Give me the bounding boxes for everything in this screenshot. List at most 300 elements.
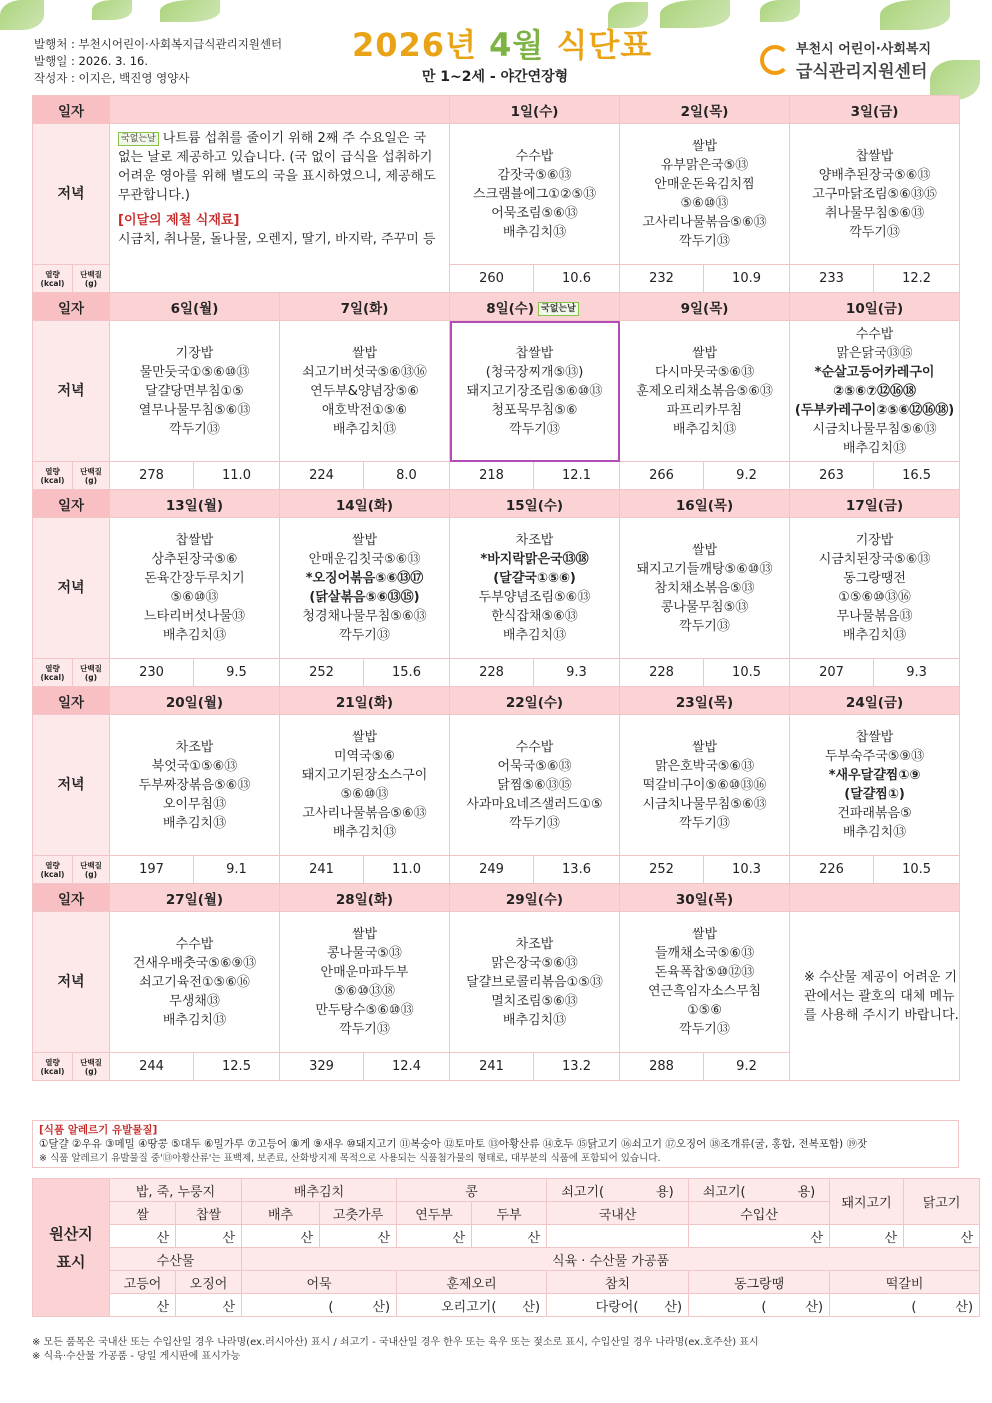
menu-item: 애호박전①⑤⑥ xyxy=(321,402,408,418)
origin-value[interactable]: 산 xyxy=(397,1225,472,1248)
menu-item: 떡갈비구이⑤⑥⑩⑬⑯ xyxy=(642,777,767,793)
menu-item: 두부짜장볶음⑤⑥⑬ xyxy=(138,777,251,793)
protein-value: 9.2 xyxy=(704,1053,790,1081)
meal-row xyxy=(33,912,960,1053)
menu-item: 열무나물무침⑤⑥⑬ xyxy=(138,402,251,418)
origin-patty: 떡갈비 xyxy=(830,1271,980,1294)
day-date-text: 20일(월) xyxy=(165,694,224,711)
kcal-value: 197 xyxy=(110,856,194,884)
menu-item: 쌀밥 xyxy=(691,345,718,361)
origin-value[interactable]: 산 xyxy=(176,1294,242,1317)
protein-value: 11.0 xyxy=(194,462,280,490)
day-date xyxy=(790,293,960,321)
menu-item: 배추김치⑬ xyxy=(672,421,737,437)
menu-item: 돈육폭찹⑤⑩⑫⑬ xyxy=(654,965,755,980)
leaf-decoration xyxy=(930,60,980,100)
protein-value: 15.6 xyxy=(364,659,450,687)
protein-value: 12.5 xyxy=(194,1053,280,1081)
origin-value[interactable]: 산 xyxy=(110,1294,176,1317)
menu-item: 찹쌀밥 xyxy=(855,148,894,164)
no-soup-badge: 국없는날 xyxy=(538,302,579,316)
menu-item: ①⑤⑥⑩⑬⑯ xyxy=(838,590,911,605)
origin-cabbage: 배추 xyxy=(242,1202,320,1225)
kcal-value: 232 xyxy=(620,265,704,293)
origin-imported: 수입산 xyxy=(689,1202,830,1225)
no-soup-badge: 국없는날 xyxy=(118,132,159,146)
menu-item: 깍두기⑬ xyxy=(339,628,390,643)
menu-item: 시금치된장국⑤⑥⑬ xyxy=(818,552,931,567)
menu-item: 깍두기⑬ xyxy=(169,421,220,437)
menu-item: 양배추된장국⑤⑥⑬ xyxy=(818,167,931,183)
footer-notes xyxy=(32,1336,759,1364)
day-date xyxy=(790,884,960,912)
menu-item: 닭찜⑤⑥⑬⑮ xyxy=(497,777,572,793)
day-date-text: 17일(금) xyxy=(845,497,904,514)
menu-item: *순살고등어카레구이 xyxy=(814,364,935,380)
day-date-text: 23일(목) xyxy=(675,694,734,711)
meal-row xyxy=(33,321,960,462)
date-header-row xyxy=(33,687,960,715)
protein-value: 9.2 xyxy=(704,462,790,490)
origin-soft-tofu: 연두부 xyxy=(397,1202,472,1225)
day-menu xyxy=(620,124,790,265)
protein-label: 단백질 (g) xyxy=(73,462,110,490)
kcal-value: 241 xyxy=(280,856,364,884)
menu-item: 배추김치⑬ xyxy=(162,1012,227,1028)
leaf-decoration xyxy=(880,0,950,30)
menu-item: 청경채나물무침⑤⑥⑬ xyxy=(302,609,427,624)
menu-item: 어묵조림⑤⑥⑬ xyxy=(491,205,578,221)
menu-item: 쇠고기육전①⑤⑥⑯ xyxy=(139,974,250,990)
title-month: 4월 xyxy=(489,26,545,64)
protein-value: 13.6 xyxy=(534,856,620,884)
menu-item: 수수밥 xyxy=(515,739,554,755)
menu-item: 배추김치⑬ xyxy=(842,628,907,643)
origin-rice: 쌀 xyxy=(110,1202,176,1225)
day-date-text: 10일(금) xyxy=(845,300,904,317)
kcal-value: 207 xyxy=(790,659,874,687)
menu-item: 돼지고기된장소스구이 xyxy=(301,768,428,783)
menu-item: 훈제오리채소볶음⑤⑥⑬ xyxy=(636,383,773,399)
day-date xyxy=(620,687,790,715)
origin-tofu: 두부 xyxy=(472,1202,547,1225)
menu-item: 안매운마파두부 xyxy=(320,965,409,980)
footer-line2: ※ 식육·수산물 가공품 - 당일 게시판에 표시가능 xyxy=(32,1351,241,1362)
menu-item: 참치채소볶음⑤⑬ xyxy=(654,580,755,596)
day-date xyxy=(280,687,450,715)
leaf-decoration xyxy=(760,0,800,22)
kcal-value: 252 xyxy=(280,659,364,687)
kcal-value: 288 xyxy=(620,1053,704,1081)
day-date xyxy=(450,884,620,912)
day-menu xyxy=(450,518,620,659)
day-menu xyxy=(620,715,790,856)
menu-item: ②⑤⑥⑦⑫⑯⑱ xyxy=(833,383,917,399)
protein-value: 16.5 xyxy=(874,462,960,490)
protein-value: 10.3 xyxy=(704,856,790,884)
day-date-text: 13일(월) xyxy=(165,497,224,514)
menu-item: 돼지고기장조림⑤⑥⑩⑬ xyxy=(466,383,603,399)
menu-item: 차조밥 xyxy=(175,739,214,755)
origin-value[interactable]: 산 xyxy=(904,1225,980,1248)
origin-value[interactable]: 산 xyxy=(320,1225,397,1248)
day-date xyxy=(790,687,960,715)
kcal-value: 228 xyxy=(450,659,534,687)
menu-item: 배추김치⑬ xyxy=(842,825,907,840)
meal-label: 저녁 xyxy=(33,124,110,265)
menu-item: 깍두기⑬ xyxy=(509,421,560,437)
origin-value[interactable]: 산 xyxy=(110,1225,176,1248)
day-date-text: 6일(월) xyxy=(170,300,219,317)
origin-label: 원산지 표시 xyxy=(33,1179,110,1317)
day-date xyxy=(620,96,790,124)
menu-item: 배추김치⑬ xyxy=(332,825,397,840)
menu-item: 달걀당면부침①⑤ xyxy=(145,383,244,399)
day-menu xyxy=(280,912,450,1053)
origin-value[interactable]: ( 산) xyxy=(830,1294,980,1317)
date-header-row xyxy=(33,490,960,518)
origin-table xyxy=(32,1178,980,1317)
menu-item: 느타리버섯나물⑬ xyxy=(144,609,245,624)
center-logo xyxy=(760,38,931,82)
menu-item: 연두부&양념장⑤⑥ xyxy=(310,383,419,399)
origin-group-bean: 콩 xyxy=(397,1179,547,1202)
menu-item: 어묵국⑤⑥⑬ xyxy=(497,758,572,774)
publisher: 발행처 : 부천시어린이·사회복지급식관리지원센터 xyxy=(34,37,283,51)
kcal-value: 260 xyxy=(450,265,534,293)
menu-item: 배추김치⑬ xyxy=(842,440,907,456)
menu-item: 차조밥 xyxy=(515,936,554,952)
menu-item: 쌀밥 xyxy=(691,542,718,558)
day-menu xyxy=(620,321,790,462)
menu-item: 깍두기⑬ xyxy=(679,1022,730,1037)
day-date-text: 21일(화) xyxy=(335,694,394,711)
kcal-value: 329 xyxy=(280,1053,364,1081)
kcal-label: 열량 (kcal) xyxy=(33,462,73,490)
origin-group-kimchi: 배추김치 xyxy=(242,1179,397,1202)
menu-item: 미역국⑤⑥ xyxy=(334,749,395,764)
menu-item: 상추된장국⑤⑥ xyxy=(151,552,238,567)
date-header-row xyxy=(33,293,960,321)
day-menu xyxy=(450,912,620,1053)
day-menu xyxy=(450,124,620,265)
menu-item: 멸치조림⑤⑥⑬ xyxy=(491,993,578,1009)
leaf-decoration xyxy=(92,0,132,20)
menu-item: 쌀밥 xyxy=(351,730,378,745)
menu-table xyxy=(32,95,960,1081)
kcal-label: 열량 (kcal) xyxy=(33,265,73,293)
date-label: 일자 xyxy=(33,884,110,912)
menu-item: 깍두기⑬ xyxy=(679,234,730,249)
notice-text: 나트륨 섭취를 줄이기 위해 2째 주 수요일은 국 없는 날로 제공하고 있습니다. (국 없이 급식을 섭취하기 어려운 영아를 위해 별도의 국을 표시하였으니, 제공해도 무관합니다.) xyxy=(118,131,436,203)
day-date-text: 15일(수) xyxy=(505,497,564,514)
menu-item: ⑤⑥⑩⑬ xyxy=(340,787,389,802)
kcal-value: 244 xyxy=(110,1053,194,1081)
day-date xyxy=(450,96,620,124)
kcal-value: 230 xyxy=(110,659,194,687)
origin-value[interactable]: ( 산) xyxy=(242,1294,397,1317)
day-menu xyxy=(280,321,450,462)
origin-duck: 훈제오리 xyxy=(397,1271,547,1294)
menu-item: 깍두기⑬ xyxy=(509,815,560,831)
kcal-value: 263 xyxy=(790,462,874,490)
date-header-row xyxy=(33,884,960,912)
origin-group-rice: 밥, 죽, 누룽지 xyxy=(110,1179,242,1202)
allergy-title: [식품 알레르기 유발물질] xyxy=(39,1124,158,1136)
kcal-value: 226 xyxy=(790,856,874,884)
menu-item: 수수밥 xyxy=(175,936,214,952)
day-date-text: 1일(수) xyxy=(510,103,559,120)
meal-label: 저녁 xyxy=(33,518,110,659)
origin-domestic: 국내산 xyxy=(547,1202,689,1225)
page-title xyxy=(352,20,652,66)
protein-value: 10.5 xyxy=(874,856,960,884)
menu-item: 돈육간장두루치기 xyxy=(144,571,245,586)
day-menu xyxy=(790,124,960,265)
origin-pork: 돼지고기 xyxy=(830,1179,904,1225)
day-date xyxy=(790,490,960,518)
day-date xyxy=(110,884,280,912)
date-label: 일자 xyxy=(33,293,110,321)
day-date-text: 22일(수) xyxy=(505,694,564,711)
menu-item: 쌀밥 xyxy=(351,345,378,361)
day-date xyxy=(620,490,790,518)
kcal-label: 열량 (kcal) xyxy=(33,659,73,687)
kcal-value: 224 xyxy=(280,462,364,490)
menu-item: 만두탕수⑤⑥⑩⑬ xyxy=(315,1003,414,1018)
meal-label: 저녁 xyxy=(33,912,110,1053)
leaf-decoration xyxy=(160,0,220,22)
kcal-label: 열량 (kcal) xyxy=(33,1053,73,1081)
day-date-text: 27일(월) xyxy=(165,891,224,908)
menu-item: 동그랑땡전 xyxy=(843,571,906,586)
origin-value[interactable]: 산 xyxy=(830,1225,904,1248)
origin-fishcake: 어묵 xyxy=(242,1271,397,1294)
menu-item: 두부숙주국⑤⑨⑬ xyxy=(824,749,925,764)
protein-value: 8.0 xyxy=(364,462,450,490)
menu-item: 안매운돈육김치찜 xyxy=(654,177,755,192)
protein-value: 10.6 xyxy=(534,265,620,293)
menu-item: 시금치나물무침⑤⑥⑬ xyxy=(642,796,767,812)
origin-squid: 오징어 xyxy=(176,1271,242,1294)
menu-item: 돼지고기들깨탕⑤⑥⑩⑬ xyxy=(636,561,773,577)
day-date-text: 29일(수) xyxy=(505,891,564,908)
origin-meatball: 동그랑땡 xyxy=(689,1271,830,1294)
seasonal-items: 시금치, 취나물, 돌나물, 오렌지, 딸기, 바지락, 주꾸미 등 xyxy=(118,232,436,247)
menu-item: *새우달걀찜①⑨ xyxy=(828,768,921,783)
day-date xyxy=(110,490,280,518)
day-menu xyxy=(280,715,450,856)
menu-item: 유부맑은국⑤⑬ xyxy=(660,158,749,173)
nutrition-row xyxy=(33,659,960,687)
menu-item: 배추김치⑬ xyxy=(162,628,227,643)
day-date-text: 9일(목) xyxy=(680,300,729,317)
menu-item: 맑은닭국⑬⑮ xyxy=(836,345,913,361)
menu-item: *오징어볶음⑤⑥⑬⑰ xyxy=(305,571,424,586)
nutrition-row xyxy=(33,856,960,884)
date-label: 일자 xyxy=(33,687,110,715)
day-date-text: 2일(목) xyxy=(680,103,729,120)
kcal-value: 241 xyxy=(450,1053,534,1081)
protein-value: 10.5 xyxy=(704,659,790,687)
substitute-note: ※ 수산물 제공이 어려운 기관에서는 괄호의 대체 메뉴를 사용해 주시기 바랍니다. xyxy=(790,912,960,1081)
menu-item: 안매운김칫국⑤⑥⑬ xyxy=(308,552,421,567)
kcal-value: 218 xyxy=(450,462,534,490)
day-date xyxy=(450,687,620,715)
menu-item: 쌀밥 xyxy=(691,927,718,942)
menu-item: 고사리나물볶음⑤⑥⑬ xyxy=(642,215,767,230)
kcal-value: 252 xyxy=(620,856,704,884)
menu-item: 고구마닭조림⑤⑥⑬⑮ xyxy=(812,186,937,202)
kcal-value: 228 xyxy=(620,659,704,687)
origin-value[interactable]: 산 xyxy=(242,1225,320,1248)
date-header-row xyxy=(33,96,960,124)
menu-item: 차조밥 xyxy=(515,533,554,548)
date-label: 일자 xyxy=(33,490,110,518)
protein-label: 단백질 (g) xyxy=(73,1053,110,1081)
origin-group-beef2: 쇠고기( 용) xyxy=(689,1179,830,1202)
day-menu xyxy=(110,518,280,659)
menu-item: 연근흑임자소스무침 xyxy=(648,984,762,999)
menu-item: 들깨채소국⑤⑥⑬ xyxy=(654,946,755,961)
protein-value: 10.9 xyxy=(704,265,790,293)
day-menu xyxy=(280,518,450,659)
origin-value[interactable]: 다랑어( 산) xyxy=(547,1294,689,1317)
menu-item: *바지락맑은국⑬⑱ xyxy=(480,552,589,567)
day-date xyxy=(790,96,960,124)
menu-item: 맑은장국⑤⑥⑬ xyxy=(491,955,578,971)
day-menu xyxy=(620,518,790,659)
menu-item: 쌀밥 xyxy=(691,739,718,755)
day-date xyxy=(450,490,620,518)
menu-item: 물만둣국①⑤⑥⑩⑬ xyxy=(139,364,250,380)
leaf-decoration xyxy=(0,0,44,30)
menu-item: 무나물볶음⑬ xyxy=(836,609,913,624)
origin-value[interactable]: 오리고기( 산) xyxy=(397,1294,547,1317)
day-menu xyxy=(790,715,960,856)
origin-value[interactable]: 산 xyxy=(472,1225,547,1248)
nutrition-row xyxy=(33,462,960,490)
menu-item: 북엇국①⑤⑥⑬ xyxy=(151,758,238,774)
menu-item: (청국장찌개⑤⑬) xyxy=(485,364,584,380)
origin-pepper: 고춧가루 xyxy=(320,1202,397,1225)
menu-item: (두부카레구이②⑤⑥⑫⑯⑱) xyxy=(794,402,955,418)
day-date-text: 3일(금) xyxy=(850,103,899,120)
day-date xyxy=(620,884,790,912)
origin-value[interactable]: 산 xyxy=(689,1225,830,1248)
protein-value: 12.1 xyxy=(534,462,620,490)
publication-info xyxy=(34,36,282,87)
notice-box xyxy=(110,124,450,293)
protein-value: 13.2 xyxy=(534,1053,620,1081)
day-date xyxy=(280,293,450,321)
day-menu xyxy=(450,321,620,462)
menu-item: 찹쌀밥 xyxy=(515,345,554,361)
day-date-text: 8일(수) xyxy=(486,300,535,317)
protein-value: 12.4 xyxy=(364,1053,450,1081)
menu-item: 맑은호박국⑤⑥⑬ xyxy=(654,758,755,774)
day-date xyxy=(110,293,280,321)
meal-label: 저녁 xyxy=(33,321,110,462)
menu-item: 기장밥 xyxy=(175,345,214,361)
menu-item: 쇠고기버섯국⑤⑥⑬⑯ xyxy=(302,364,427,380)
origin-group-beef1: 쇠고기( 용) xyxy=(547,1179,689,1202)
day-date-text: 24일(금) xyxy=(845,694,904,711)
protein-value: 9.3 xyxy=(874,659,960,687)
day-menu xyxy=(110,912,280,1053)
origin-value[interactable]: ( 산) xyxy=(689,1294,830,1317)
menu-item: 고사리나물볶음⑤⑥⑬ xyxy=(302,806,427,821)
protein-value: 12.2 xyxy=(874,265,960,293)
menu-item: 깍두기⑬ xyxy=(849,224,900,240)
origin-mackerel: 고등어 xyxy=(110,1271,176,1294)
menu-item: 감잣국⑤⑥⑬ xyxy=(497,167,572,183)
protein-value: 9.5 xyxy=(194,659,280,687)
menu-item: 배추김치⑬ xyxy=(502,224,567,240)
day-menu xyxy=(110,715,280,856)
menu-item: ⑤⑥⑩⑬ xyxy=(680,196,729,211)
day-date xyxy=(450,293,620,321)
menu-item: (달걀국①⑤⑥) xyxy=(493,571,576,586)
menu-item: 콩나물국⑤⑬ xyxy=(327,946,402,961)
day-menu xyxy=(620,912,790,1053)
menu-item: 깍두기⑬ xyxy=(679,618,730,634)
menu-item: ⑤⑥⑩⑬ xyxy=(170,590,219,605)
meal-row xyxy=(33,518,960,659)
origin-seafood: 수산물 xyxy=(110,1248,242,1271)
meal-label: 저녁 xyxy=(33,715,110,856)
footer-line1: ※ 모든 품목은 국내산 또는 수입산일 경우 나라명(ex.러시아산) 표시 / 쇠고기 - 국내산일 경우 한우 또는 육우 또는 젖소로 표시, 수입산일 경우 나라명(ex.호주산) 표시 xyxy=(32,1337,759,1348)
origin-tuna: 참치 xyxy=(547,1271,689,1294)
menu-item: 다시마뭇국⑤⑥⑬ xyxy=(654,364,755,380)
menu-item: 쌀밥 xyxy=(351,927,378,942)
menu-item: 배추김치⑬ xyxy=(502,1012,567,1028)
kcal-value: 278 xyxy=(110,462,194,490)
publish-date: 발행일 : 2026. 3. 16. xyxy=(34,54,149,68)
origin-processed: 식육 · 수산물 가공품 xyxy=(242,1248,980,1271)
menu-item: (달걀찜①) xyxy=(844,787,905,802)
day-date xyxy=(280,884,450,912)
origin-value-empty[interactable] xyxy=(547,1225,689,1248)
allergy-list: ①달걀 ②우유 ③메밀 ④땅콩 ⑤대두 ⑥밀가루 ⑦고등어 ⑧게 ⑨새우 ⑩돼지고기 ⑪복숭아 ⑫토마토 ⑬아황산류 ⑭호두 ⑮닭고기 ⑯쇠고기 ⑰오징어 ⑱조개류(굴, 홍합, 전복포함) ⑲잣 xyxy=(39,1138,868,1150)
origin-value[interactable]: 산 xyxy=(176,1225,242,1248)
kcal-label: 열량 (kcal) xyxy=(33,856,73,884)
day-date-text: 16일(목) xyxy=(675,497,734,514)
protein-value: 9.3 xyxy=(534,659,620,687)
menu-item: 깍두기⑬ xyxy=(339,1022,390,1037)
origin-chicken: 닭고기 xyxy=(904,1179,980,1225)
day-menu xyxy=(110,321,280,462)
protein-label: 단백질 (g) xyxy=(73,265,110,293)
seasonal-title: [이달의 제철 식재료] xyxy=(118,213,240,228)
menu-item: 수수밥 xyxy=(855,326,894,342)
menu-item: 건파래볶음⑤ xyxy=(837,806,912,821)
menu-item: 기장밥 xyxy=(855,533,894,548)
title-year: 2026년 xyxy=(352,26,477,64)
allergy-info xyxy=(32,1120,959,1168)
day-date xyxy=(110,687,280,715)
day-date-text: 7일(화) xyxy=(340,300,389,317)
origin-glutinous: 찹쌀 xyxy=(176,1202,242,1225)
protein-value: 9.1 xyxy=(194,856,280,884)
menu-item: 사과마요네즈샐러드①⑤ xyxy=(466,796,603,812)
menu-item: 시금치나물무침⑤⑥⑬ xyxy=(812,421,937,437)
allergy-note: ※ 식품 알레르기 유발물질 중'⑬아황산류'는 표백제, 보존료, 산화방지제 목적으로 사용되는 식품첨가물의 형태로, 대부분의 식품에 포함되어 있습니다. xyxy=(39,1153,661,1164)
day-date xyxy=(280,490,450,518)
menu-item: 한식잡채⑤⑥⑬ xyxy=(491,609,578,624)
date-label: 일자 xyxy=(33,96,110,124)
kcal-value: 233 xyxy=(790,265,874,293)
